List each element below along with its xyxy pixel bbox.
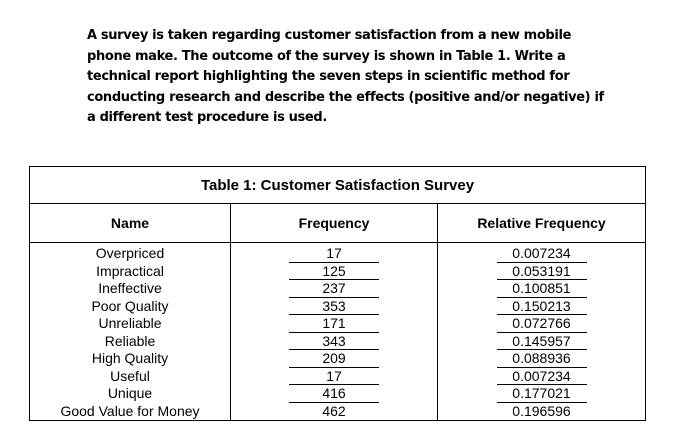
table-caption: Table 1: Customer Satisfaction Survey xyxy=(30,167,646,204)
table-cell-frequency: 125 xyxy=(289,263,379,281)
frequency-column xyxy=(231,243,438,421)
column-header-frequency: Frequency xyxy=(231,204,438,243)
table-cell-relative-frequency: 0.196596 xyxy=(512,402,571,419)
table-cell-frequency: 416 xyxy=(289,385,379,403)
table-cell-relative-frequency: 0.007234 xyxy=(497,245,587,263)
table-cell-relative-frequency: 0.088936 xyxy=(497,350,587,368)
column-header-relative-frequency: Relative Frequency xyxy=(438,204,646,243)
table-cell-name: Ineffective xyxy=(98,280,162,296)
customer-satisfaction-table xyxy=(29,166,646,421)
table-cell-name: Good Value for Money xyxy=(60,402,200,419)
table-cell-name: Useful xyxy=(110,367,150,384)
relative-frequency-column xyxy=(438,243,646,421)
table-cell-name: Overpriced xyxy=(95,245,165,261)
survey-table-container xyxy=(29,166,645,421)
table-cell-relative-frequency: 0.007234 xyxy=(497,368,587,386)
table-cell-frequency: 17 xyxy=(289,245,379,263)
table-cell-name: Impractical xyxy=(96,262,164,279)
table-cell-name: Reliable xyxy=(104,332,156,349)
table-cell-name: High Quality xyxy=(91,350,169,366)
table-cell-relative-frequency: 0.150213 xyxy=(497,298,587,316)
table-cell-frequency: 171 xyxy=(289,315,379,333)
question-prompt xyxy=(87,26,607,129)
table-cell-relative-frequency: 0.177021 xyxy=(497,385,587,403)
table-cell-frequency: 353 xyxy=(289,298,379,316)
table-cell-frequency: 462 xyxy=(322,402,346,419)
table-cell-name: Unique xyxy=(107,385,153,401)
prompt-line: technical report highlighting the seven steps in scientific method for xyxy=(87,69,570,84)
prompt-line: A survey is taken regarding customer satisfaction from a new mobile xyxy=(87,28,572,43)
table-cell-relative-frequency: 0.100851 xyxy=(497,280,587,298)
table-cell-frequency: 209 xyxy=(289,350,379,368)
table-cell-relative-frequency: 0.145957 xyxy=(497,333,587,351)
table-cell-relative-frequency: 0.072766 xyxy=(497,315,587,333)
prompt-line: phone make. The outcome of the survey is shown in Table 1. Write a xyxy=(87,48,566,64)
table-cell-name: Unreliable xyxy=(98,315,162,331)
name-column xyxy=(30,243,231,421)
prompt-line: conducting research and describe the effects (positive and/or negative) if xyxy=(87,89,604,105)
prompt-line: a different test procedure is used. xyxy=(87,110,327,125)
table-cell-frequency: 237 xyxy=(289,280,379,298)
table-cell-frequency: 17 xyxy=(289,368,379,386)
table-cell-frequency: 343 xyxy=(289,333,379,351)
table-cell-name: Poor Quality xyxy=(91,297,169,314)
column-header-name: Name xyxy=(30,204,231,243)
table-cell-relative-frequency: 0.053191 xyxy=(497,263,587,281)
